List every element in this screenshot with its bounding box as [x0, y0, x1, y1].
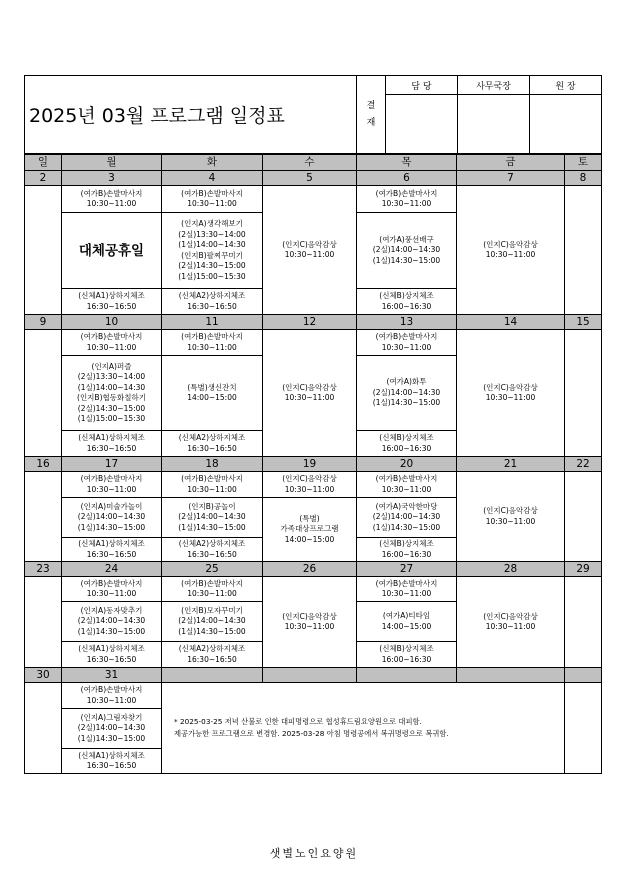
program-cell: (여가B)손발마사지 10:30~11:00: [357, 186, 457, 213]
program-cell: (여가B)손발마사지 10:30~11:00: [62, 577, 162, 602]
empty-cell: [565, 472, 602, 562]
program-cell: (신체A1)상하지체조 16:30~16:50: [62, 289, 162, 315]
empty-cell: [565, 330, 602, 457]
date-mon: 24: [62, 562, 162, 577]
date-empty: [457, 668, 565, 683]
program-cell: (인지B)모자꾸미기 (2실)14:00~14:30 (1실)14:30~15:00: [162, 602, 263, 642]
date-empty: [263, 668, 357, 683]
approval-role-staff: 담 당: [386, 76, 458, 95]
date-thu: 13: [357, 315, 457, 330]
program-cell: (인지A)생각해보기 (2실)13:30~14:00 (1실)14:00~14:30 (인지B)팔찌꾸미기 (2실)14:30~15:00 (1실)15:00~15:30: [162, 213, 263, 289]
date-wed: 19: [263, 457, 357, 472]
weekday-sat: 토: [565, 155, 602, 171]
approval-sign-secretary: [458, 95, 530, 154]
date-fri: 7: [457, 171, 565, 186]
date-sun: 16: [25, 457, 62, 472]
date-empty: [357, 668, 457, 683]
weekday-tue: 화: [162, 155, 263, 171]
date-tue: 25: [162, 562, 263, 577]
program-cell: (인지C)음악감상 10:30~11:00: [263, 577, 357, 668]
program-cell: (신체A2)상하지체조 16:30~16:50: [162, 538, 263, 562]
empty-cell: [565, 683, 602, 774]
date-row: [25, 315, 602, 330]
program-cell: (인지C)음악감상 10:30~11:00: [457, 472, 565, 562]
program-cell: (신체A1)상하지체조 16:30~16:50: [62, 749, 162, 774]
program-cell: (여가B)손발마사지 10:30~11:00: [162, 577, 263, 602]
weekday-sun: 일: [25, 155, 62, 171]
date-empty: [162, 668, 263, 683]
date-wed: 5: [263, 171, 357, 186]
notice-text: * 2025-03-25 저녁 산불로 인한 대피명령으로 협성휴드림요양원으로 대피함. 제공가능한 프로그램으로 변경함. 2025-03-28 아침 명령공에서 복귀명령으로 복귀함.: [162, 683, 565, 774]
date-sat: 8: [565, 171, 602, 186]
empty-cell: [25, 186, 62, 315]
program-cell: (여가B)손발마사지 10:30~11:00: [62, 472, 162, 498]
date-row: [25, 457, 602, 472]
program-cell: (여가B)손발마사지 10:30~11:00: [357, 472, 457, 498]
program-cell: (인지C)음악감상 10:30~11:00: [263, 472, 357, 498]
program-cell: (여가B)손발마사지 10:30~11:00: [357, 330, 457, 356]
empty-cell: [25, 472, 62, 562]
header-table: [24, 75, 602, 154]
date-wed: 12: [263, 315, 357, 330]
date-tue: 11: [162, 315, 263, 330]
program-cell: (여가A)풍선배구 (2실)14:00~14:30 (1실)14:30~15:00: [357, 213, 457, 289]
program-cell: (신체A2)상하지체조 16:30~16:50: [162, 289, 263, 315]
calendar-table: [24, 154, 602, 774]
approval-role-secretary: 사무국장: [458, 76, 530, 95]
program-cell: (인지C)음악감상 10:30~11:00: [263, 186, 357, 315]
weekday-mon: 월: [62, 155, 162, 171]
facility-name: 샛별노인요양원: [269, 847, 359, 860]
program-cell: (신체B)상지체조 16:00~16:30: [357, 431, 457, 457]
approval-sign-staff: [386, 95, 458, 154]
date-mon: 17: [62, 457, 162, 472]
program-cell: (여가A)국악한마당 (2실)14:00~14:30 (1실)14:30~15:00: [357, 498, 457, 538]
weekday-fri: 금: [457, 155, 565, 171]
weekday-wed: 수: [263, 155, 357, 171]
date-thu: 20: [357, 457, 457, 472]
date-fri: 28: [457, 562, 565, 577]
program-cell: (신체A1)상하지체조 16:30~16:50: [62, 431, 162, 457]
date-mon: 31: [62, 668, 162, 683]
date-sun: 23: [25, 562, 62, 577]
program-cell: (여가B)손발마사지 10:30~11:00: [62, 186, 162, 213]
date-empty: [565, 668, 602, 683]
approval-sign-director: [530, 95, 602, 154]
date-sat: 15: [565, 315, 602, 330]
date-row: [25, 171, 602, 186]
weekday-thu: 목: [357, 155, 457, 171]
program-cell: (여가B)손발마사지 10:30~11:00: [62, 683, 162, 709]
page-title: 2025년 03월 프로그램 일정표: [25, 76, 357, 154]
program-cell: (인지A)동자맞추기 (2실)14:00~14:30 (1실)14:30~15:00: [62, 602, 162, 642]
program-cell: (여가B)손발마사지 10:30~11:00: [162, 186, 263, 213]
program-cell: (여가A)화투 (2실)14:00~14:30 (1실)14:30~15:00: [357, 356, 457, 431]
date-row: [25, 562, 602, 577]
date-thu: 6: [357, 171, 457, 186]
approval-role-director: 원 장: [530, 76, 602, 95]
program-cell: (인지A)퍼즐 (2실)13:30~14:00 (1실)14:00~14:30 (인지B)협동화칠하기 (2실)14:30~15:00 (1실)15:00~15:30: [62, 356, 162, 431]
date-sun: 2: [25, 171, 62, 186]
date-mon: 10: [62, 315, 162, 330]
date-mon: 3: [62, 171, 162, 186]
program-cell: (신체A1)상하지체조 16:30~16:50: [62, 642, 162, 668]
program-cell: (신체B)상지체조 16:00~16:30: [357, 289, 457, 315]
program-cell: (신체A2)상하지체조 16:30~16:50: [162, 642, 263, 668]
date-row: [25, 668, 602, 683]
date-tue: 18: [162, 457, 263, 472]
empty-cell: [25, 683, 62, 774]
program-cell: (여가A)티타임 14:00~15:00: [357, 602, 457, 642]
holiday-label: 대체공휴일: [62, 213, 162, 289]
date-sat: 29: [565, 562, 602, 577]
program-cell: (인지B)공놀이 (2실)14:00~14:30 (1실)14:30~15:00: [162, 498, 263, 538]
program-cell: (여가B)손발마사지 10:30~11:00: [62, 330, 162, 356]
empty-cell: [565, 186, 602, 315]
empty-cell: [565, 577, 602, 668]
program-cell: (인지C)음악감상 10:30~11:00: [457, 330, 565, 457]
program-cell: (여가B)손발마사지 10:30~11:00: [162, 472, 263, 498]
approval-label: 결 재: [357, 76, 386, 154]
date-sun: 9: [25, 315, 62, 330]
date-fri: 21: [457, 457, 565, 472]
program-cell: (신체B)상지체조 16:00~16:30: [357, 642, 457, 668]
program-cell: (여가B)손발마사지 10:30~11:00: [357, 577, 457, 602]
date-fri: 14: [457, 315, 565, 330]
empty-cell: [25, 577, 62, 668]
program-cell: (인지C)음악감상 10:30~11:00: [457, 577, 565, 668]
program-cell: (신체B)상지체조 16:00~16:30: [357, 538, 457, 562]
program-cell: (인지C)음악감상 10:30~11:00: [457, 186, 565, 315]
program-cell: (인지C)음악감상 10:30~11:00: [263, 330, 357, 457]
program-cell: (인지A)그림자찾기 (2실)14:00~14:30 (1실)14:30~15:00: [62, 709, 162, 749]
program-cell: (인지A)미술가놀이 (2실)14:00~14:30 (1실)14:30~15:00: [62, 498, 162, 538]
empty-cell: [25, 330, 62, 457]
date-thu: 27: [357, 562, 457, 577]
date-tue: 4: [162, 171, 263, 186]
program-cell: (신체A2)상하지체조 16:30~16:50: [162, 431, 263, 457]
program-cell: (특별) 가족대상프로그램 14:00~15:00: [263, 498, 357, 562]
date-wed: 26: [263, 562, 357, 577]
date-sat: 22: [565, 457, 602, 472]
program-cell: (신체A1)상하지체조 16:30~16:50: [62, 538, 162, 562]
date-sun: 30: [25, 668, 62, 683]
program-cell: (여가B)손발마사지 10:30~11:00: [162, 330, 263, 356]
program-cell: (특별)생신잔치 14:00~15:00: [162, 356, 263, 431]
weekday-header-row: [25, 155, 602, 171]
